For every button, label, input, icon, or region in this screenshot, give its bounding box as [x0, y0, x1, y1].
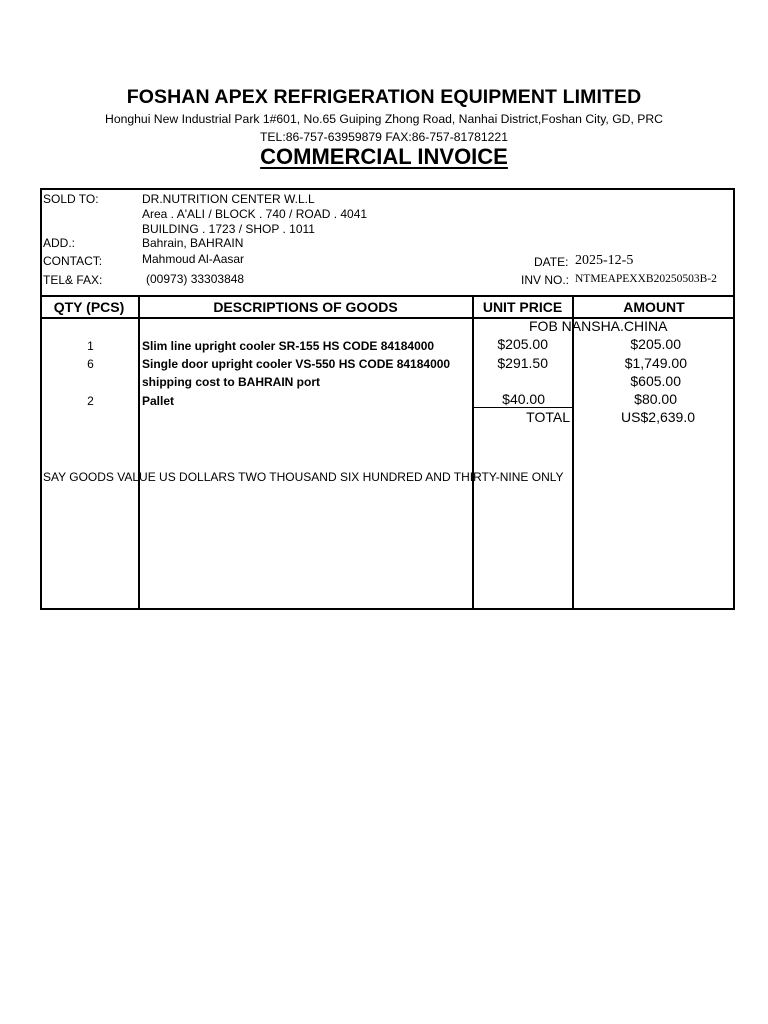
buyer-country: Bahrain, BAHRAIN — [142, 236, 244, 250]
buyer-address-line1: Area . A'ALI / BLOCK . 740 / ROAD . 4041 — [142, 207, 368, 221]
company-name: FOSHAN APEX REFRIGERATION EQUIPMENT LIMITED — [126, 86, 642, 108]
buyer-separator — [40, 295, 735, 297]
tel-fax-label: TEL& FAX: — [43, 273, 103, 287]
company-address: Honghui New Industrial Park 1#601, No.65 Guiping Zhong Road, Nanhai District,Foshan City, GD, PRC — [105, 112, 663, 126]
column-header-qty: QTY (PCS) — [53, 299, 125, 315]
invoice-date: 2025-12-5 — [575, 253, 634, 268]
price-terms: FOB NANSHA.CHINA — [529, 318, 668, 334]
item-qty: 2 — [87, 394, 94, 408]
contact-label: CONTACT: — [43, 254, 103, 268]
buyer-address-line2: BUILDING . 1723 / SHOP . 1011 — [142, 222, 315, 236]
item-description: shipping cost to BAHRAIN port — [142, 375, 320, 389]
add-label: ADD.: — [43, 236, 76, 250]
amount-in-words: SAY GOODS VALUE US DOLLARS TWO THOUSAND SIX HUNDRED AND THIRTY-NINE ONLY — [43, 470, 564, 484]
company-tel-fax: TEL:86-757-63959879 FAX:86-757-81781221 — [259, 130, 508, 144]
buyer-name: DR.NUTRITION CENTER W.L.L — [142, 192, 315, 206]
sold-to-label: SOLD TO: — [43, 192, 99, 206]
contact-name: Mahmoud Al-Aasar — [142, 252, 245, 266]
item-description: Single door upright cooler VS-550 HS CODE 84184000 — [142, 357, 451, 371]
item-description: Slim line upright cooler SR-155 HS CODE 84184000 — [142, 339, 435, 353]
total-separator — [473, 407, 573, 408]
item-qty: 1 — [87, 339, 94, 353]
column-header-unit-price: UNIT PRICE — [482, 299, 563, 315]
item-qty: 6 — [87, 357, 94, 371]
buyer-tel-fax: (00973) 33303848 — [146, 272, 245, 286]
date-label: DATE: — [534, 255, 569, 269]
total-label: TOTAL — [526, 409, 570, 425]
document-title-text: COMMERCIAL INVOICE — [260, 144, 508, 169]
total-amount: US$2,639.0 — [621, 409, 695, 425]
item-unit-price: $291.50 — [497, 355, 548, 371]
item-amount: $205.00 — [630, 336, 681, 352]
document-title — [0, 144, 768, 170]
column-header-description: DESCRIPTIONS OF GOODS — [213, 299, 398, 315]
inv-no-label: INV NO.: — [521, 273, 570, 287]
item-amount: $80.00 — [634, 391, 677, 407]
item-unit-price: $40.00 — [502, 391, 545, 407]
item-description: Pallet — [142, 394, 175, 408]
invoice-number: NTMEAPEXXB20250503B-2 — [575, 273, 717, 285]
column-header-amount: AMOUNT — [623, 299, 685, 315]
item-amount: $605.00 — [630, 373, 681, 389]
item-amount: $1,749.00 — [624, 355, 687, 371]
item-unit-price: $205.00 — [497, 336, 548, 352]
